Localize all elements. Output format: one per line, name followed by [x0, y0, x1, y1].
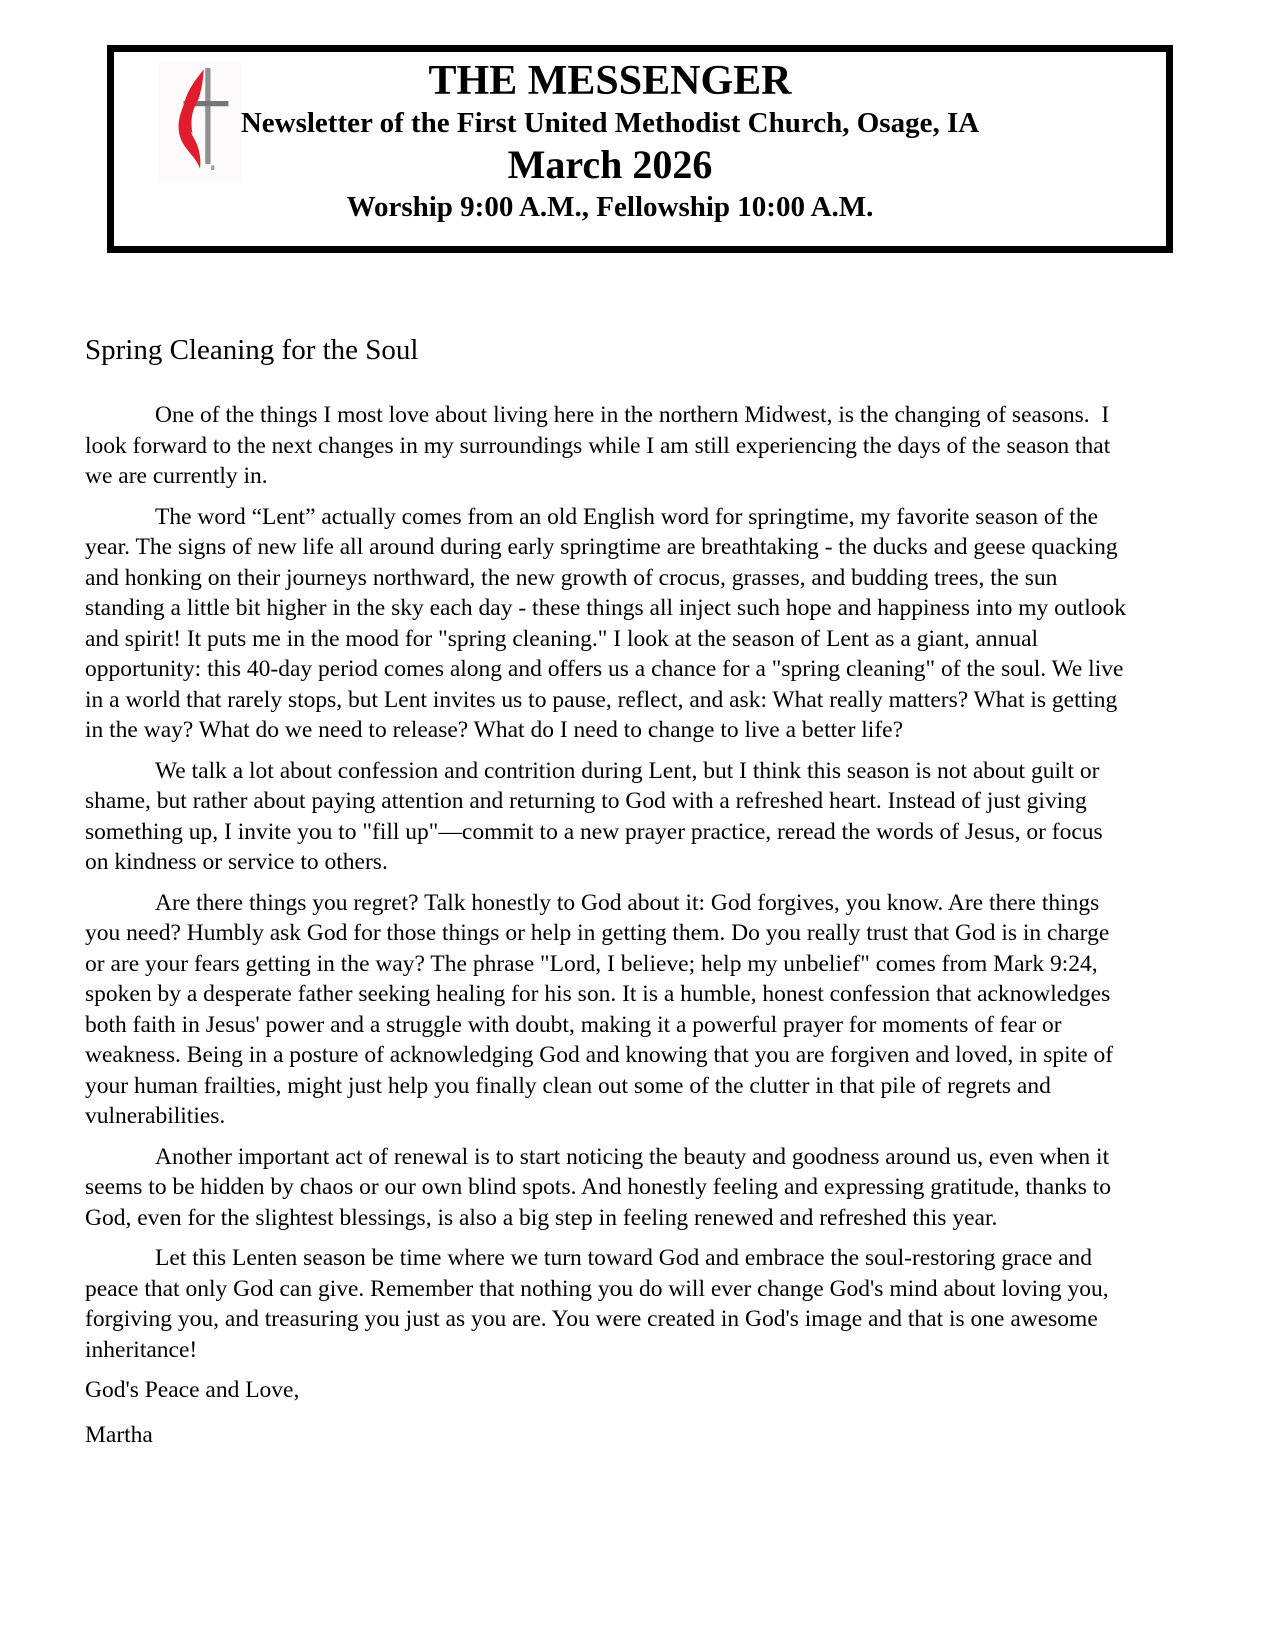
masthead	[107, 45, 1173, 253]
newsletter-subtitle: Newsletter of the First United Methodist Church, Osage, IA	[240, 107, 980, 139]
newsletter-title: THE MESSENGER	[428, 58, 792, 104]
article	[85, 332, 1131, 1450]
closing-line: God's Peace and Love,	[85, 1377, 300, 1403]
article-paragraph: Let this Lenten season be time where we turn toward God and embrace the soul-restoring grace and peace that only God can give. Remember that nothing you do will ever change God's mind about loving you, forgiving you, and treasuring you just as you are. You were created in God's image and that is one awesome inheritance!	[85, 1245, 1115, 1363]
issue-month: March 2026	[507, 142, 713, 187]
article-paragraph: We talk a lot about confession and contrition during Lent, but I think this season is not about guilt or shame, but rather about paying attention and returning to God with a refreshed heart. Instead of just giving something up, I invite you to "fill up"—commit to a new prayer practice, reread the words of Jesus, or focus on kindness or service to others.	[85, 757, 1109, 875]
masthead-text	[84, 58, 1136, 226]
signature: Martha	[85, 1421, 153, 1448]
article-heading: Spring Cleaning for the Soul	[85, 334, 419, 366]
article-paragraph: One of the things I most love about living here in the northern Midwest, is the changing of seasons. I look forward to the next changes in my surroundings while I am still experiencing the days of the season that we are currently in.	[85, 402, 1117, 489]
article-paragraph: Are there things you regret? Talk honestly to God about it: God forgives, you know. Are there things you need? Humbly ask God for those things or help in getting them. Do you really trust that God is in charge or are your fears getting in the way? The phrase "Lord, I believe; help my unbelief" comes from Mark 9:24, spoken by a desperate father seeking healing for his son. It is a humble, honest confession that acknowledges both faith in Jesus' power and a struggle with doubt, making it a powerful prayer for moments of fear or weakness. Being in a posture of acknowledging God and knowing that you are forgiven and loved, in spite of your human frailties, might just help you finally clean out some of the clutter in that pile of regrets and vulnerabilities.	[85, 889, 1119, 1129]
article-paragraph: Another important act of renewal is to start noticing the beauty and goodness around us, even when it seems to be hidden by chaos or our own blind spots. And honestly feeling and expressing gratitude, thanks to God, even for the slightest blessings, is also a big step in feeling renewed and refreshed this year.	[85, 1143, 1117, 1231]
article-paragraph: The word “Lent” actually comes from an old English word for springtime, my favorite season of the year. The signs of new life all around during early springtime are breathtaking - the ducks and geese quacking and honking on their journeys northward, the new growth of crocus, grasses, and budding trees, the sun standing a little bit higher in the sky each day - these things all inject such hope and happiness into my outlook and spirit! It puts me in the mood for "spring cleaning." I look at the season of Lent as a giant, annual opportunity: this 40-day period comes along and offers us a chance for a "spring cleaning" of the soul. We live in a world that rarely stops, but Lent invites us to pause, reflect, and ask: What really matters? What is getting in the way? What do we need to release? What do I need to change to live a better life?	[85, 503, 1132, 743]
worship-times: Worship 9:00 A.M., Fellowship 10:00 A.M.	[346, 191, 874, 223]
article-body	[85, 400, 1131, 1450]
